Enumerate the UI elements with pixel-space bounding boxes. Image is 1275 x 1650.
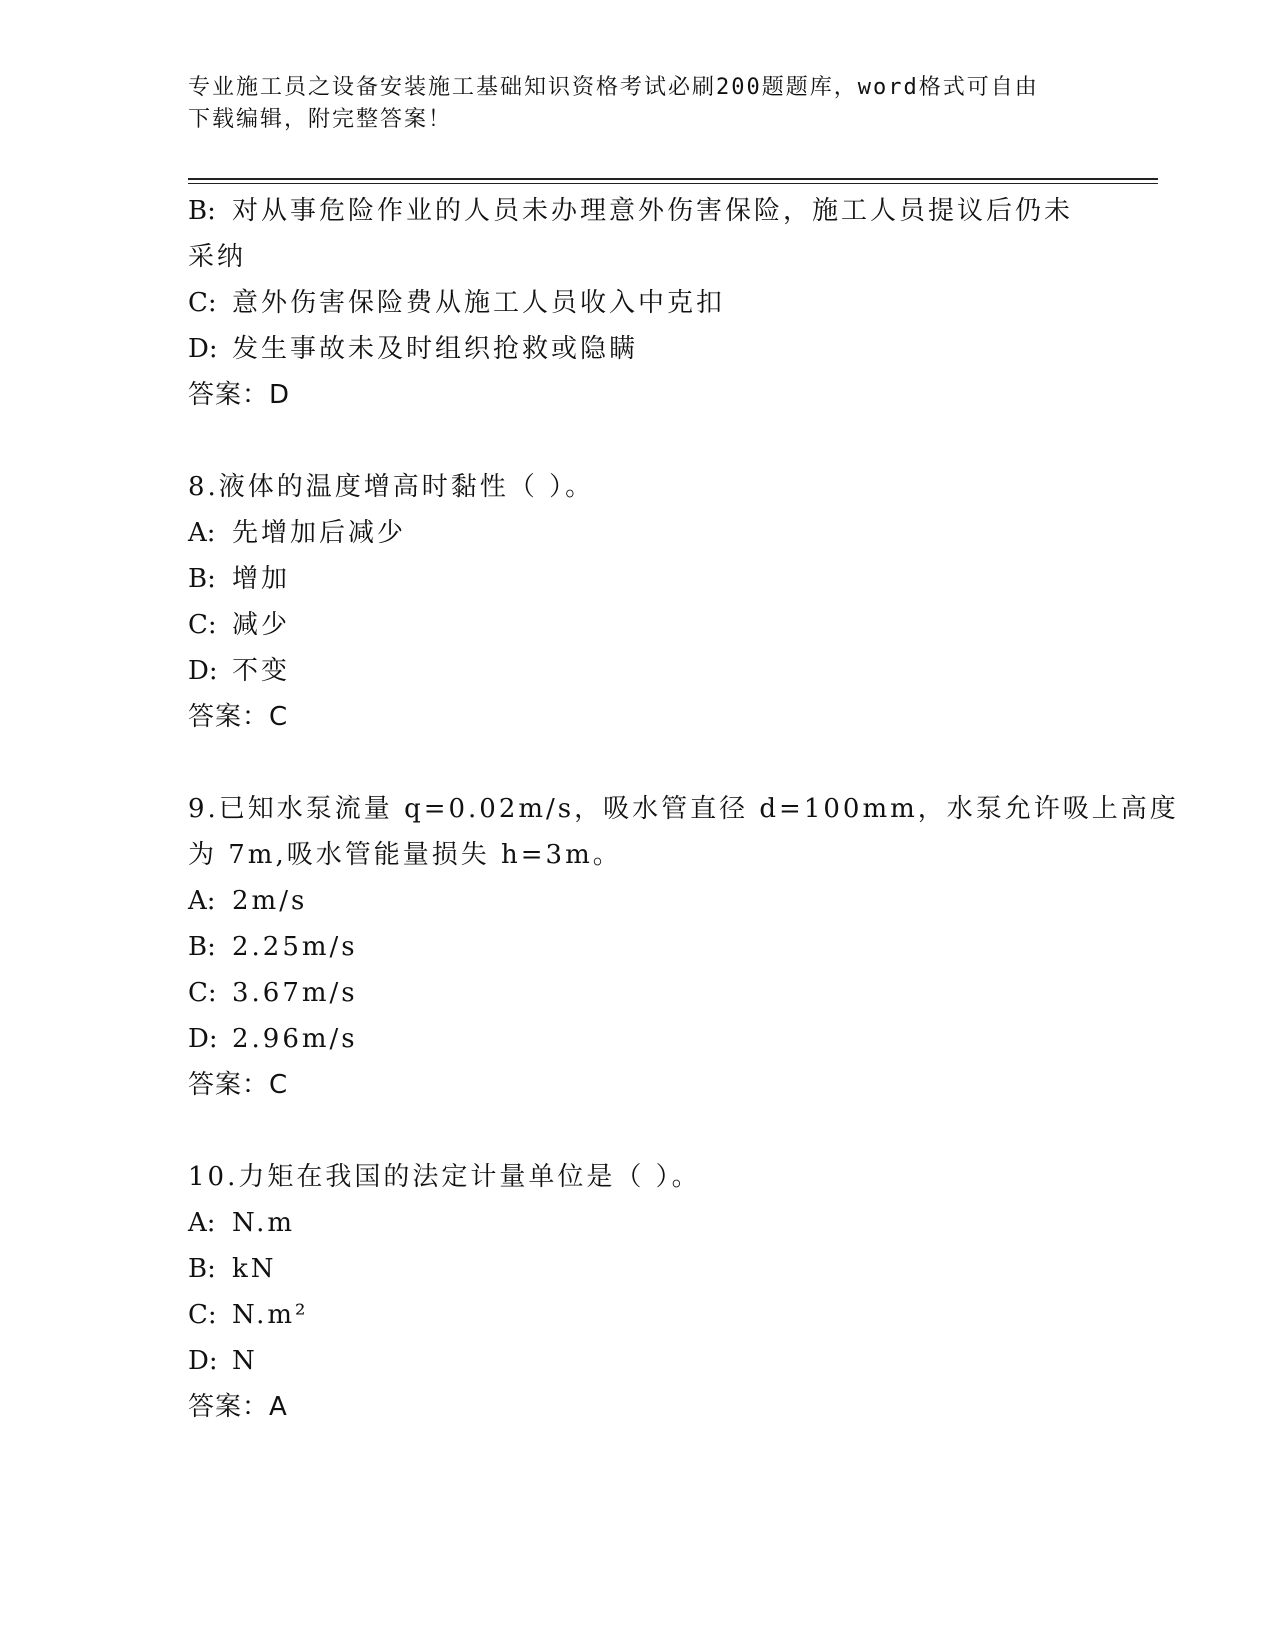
option-text: 3.67m/s bbox=[232, 978, 358, 1008]
question-stem: 10.力矩在我国的法定计量单位是（ ）。 bbox=[188, 1162, 701, 1192]
option-line bbox=[188, 970, 1088, 1016]
option-line bbox=[188, 1200, 1088, 1246]
header-rule-thin bbox=[188, 183, 1158, 184]
option-prefix: B: bbox=[188, 564, 216, 594]
spacer bbox=[188, 740, 1088, 786]
option-prefix: D: bbox=[188, 656, 218, 686]
question-stem: 9.已知水泵流量 q=0.02m/s，吸水管直径 d=100mm，水泵允许吸上高度 bbox=[188, 794, 1179, 824]
header-line-2: 下载编辑，附完整答案！ bbox=[188, 107, 453, 132]
answer-line: 答案：C bbox=[188, 1070, 289, 1100]
option-prefix: C: bbox=[188, 1300, 217, 1330]
option-text: N bbox=[232, 1346, 258, 1376]
option-prefix: D: bbox=[188, 334, 218, 364]
option-text: 2.25m/s bbox=[232, 932, 358, 962]
answer-line: 答案：A bbox=[188, 1392, 288, 1422]
header-rule-thick bbox=[188, 178, 1158, 180]
option-text: 增加 bbox=[232, 564, 291, 594]
option-text: 2m/s bbox=[232, 886, 308, 916]
question-9 bbox=[188, 786, 1179, 1108]
header-line-1: 专业施工员之设备安装施工基础知识资格考试必刷200题题库，word格式可自由 bbox=[188, 75, 1039, 100]
option-prefix: B: bbox=[188, 196, 216, 226]
option-text: 2.96m/s bbox=[232, 1024, 358, 1054]
option-line bbox=[188, 280, 1088, 326]
option-text: kN bbox=[232, 1254, 277, 1284]
option-prefix: C: bbox=[188, 288, 217, 318]
spacer bbox=[188, 1108, 1088, 1154]
option-prefix: A: bbox=[188, 886, 216, 916]
option-text: 不变 bbox=[232, 656, 291, 686]
answer-line: 答案：D bbox=[188, 380, 291, 410]
option-line bbox=[188, 1016, 1088, 1062]
option-prefix: C: bbox=[188, 978, 217, 1008]
option-line bbox=[188, 1246, 1088, 1292]
option-line bbox=[188, 602, 1088, 648]
option-line bbox=[188, 1338, 1088, 1384]
option-prefix: D: bbox=[188, 1024, 218, 1054]
option-text: 先增加后减少 bbox=[232, 518, 407, 548]
option-text: 意外伤害保险费从施工人员收入中克扣 bbox=[232, 288, 726, 318]
answer-line: 答案：C bbox=[188, 702, 289, 732]
question-list bbox=[188, 188, 1179, 1430]
option-text: N.m bbox=[232, 1208, 296, 1238]
option-line bbox=[188, 510, 1088, 556]
question-stem-continued: 为 7m,吸水管能量损失 h=3m。 bbox=[188, 840, 622, 870]
option-prefix: A: bbox=[188, 518, 216, 548]
question-10 bbox=[188, 1154, 1088, 1430]
option-line bbox=[188, 1292, 1088, 1338]
option-prefix: D: bbox=[188, 1346, 218, 1376]
question-8 bbox=[188, 464, 1088, 740]
option-line bbox=[188, 556, 1088, 602]
option-prefix: B: bbox=[188, 932, 216, 962]
option-text: 发生事故未及时组织抢救或隐瞒 bbox=[232, 334, 639, 364]
option-text: N.m² bbox=[232, 1300, 309, 1330]
option-text: 对从事危险作业的人员未办理意外伤害保险，施工人员提议后仍未 bbox=[232, 196, 1074, 226]
option-prefix: A: bbox=[188, 1208, 216, 1238]
option-line bbox=[188, 924, 1088, 970]
option-prefix: C: bbox=[188, 610, 217, 640]
option-line bbox=[188, 326, 1088, 372]
option-line bbox=[188, 648, 1088, 694]
option-text-continued: 采纳 bbox=[188, 242, 247, 272]
option-line bbox=[188, 878, 1088, 924]
question-7-continued bbox=[188, 188, 1088, 418]
question-stem: 8.液体的温度增高时黏性（ ）。 bbox=[188, 472, 595, 502]
option-text: 减少 bbox=[232, 610, 291, 640]
option-line bbox=[188, 188, 1088, 234]
spacer bbox=[188, 418, 1088, 464]
option-prefix: B: bbox=[188, 1254, 216, 1284]
document-header bbox=[188, 72, 1088, 136]
